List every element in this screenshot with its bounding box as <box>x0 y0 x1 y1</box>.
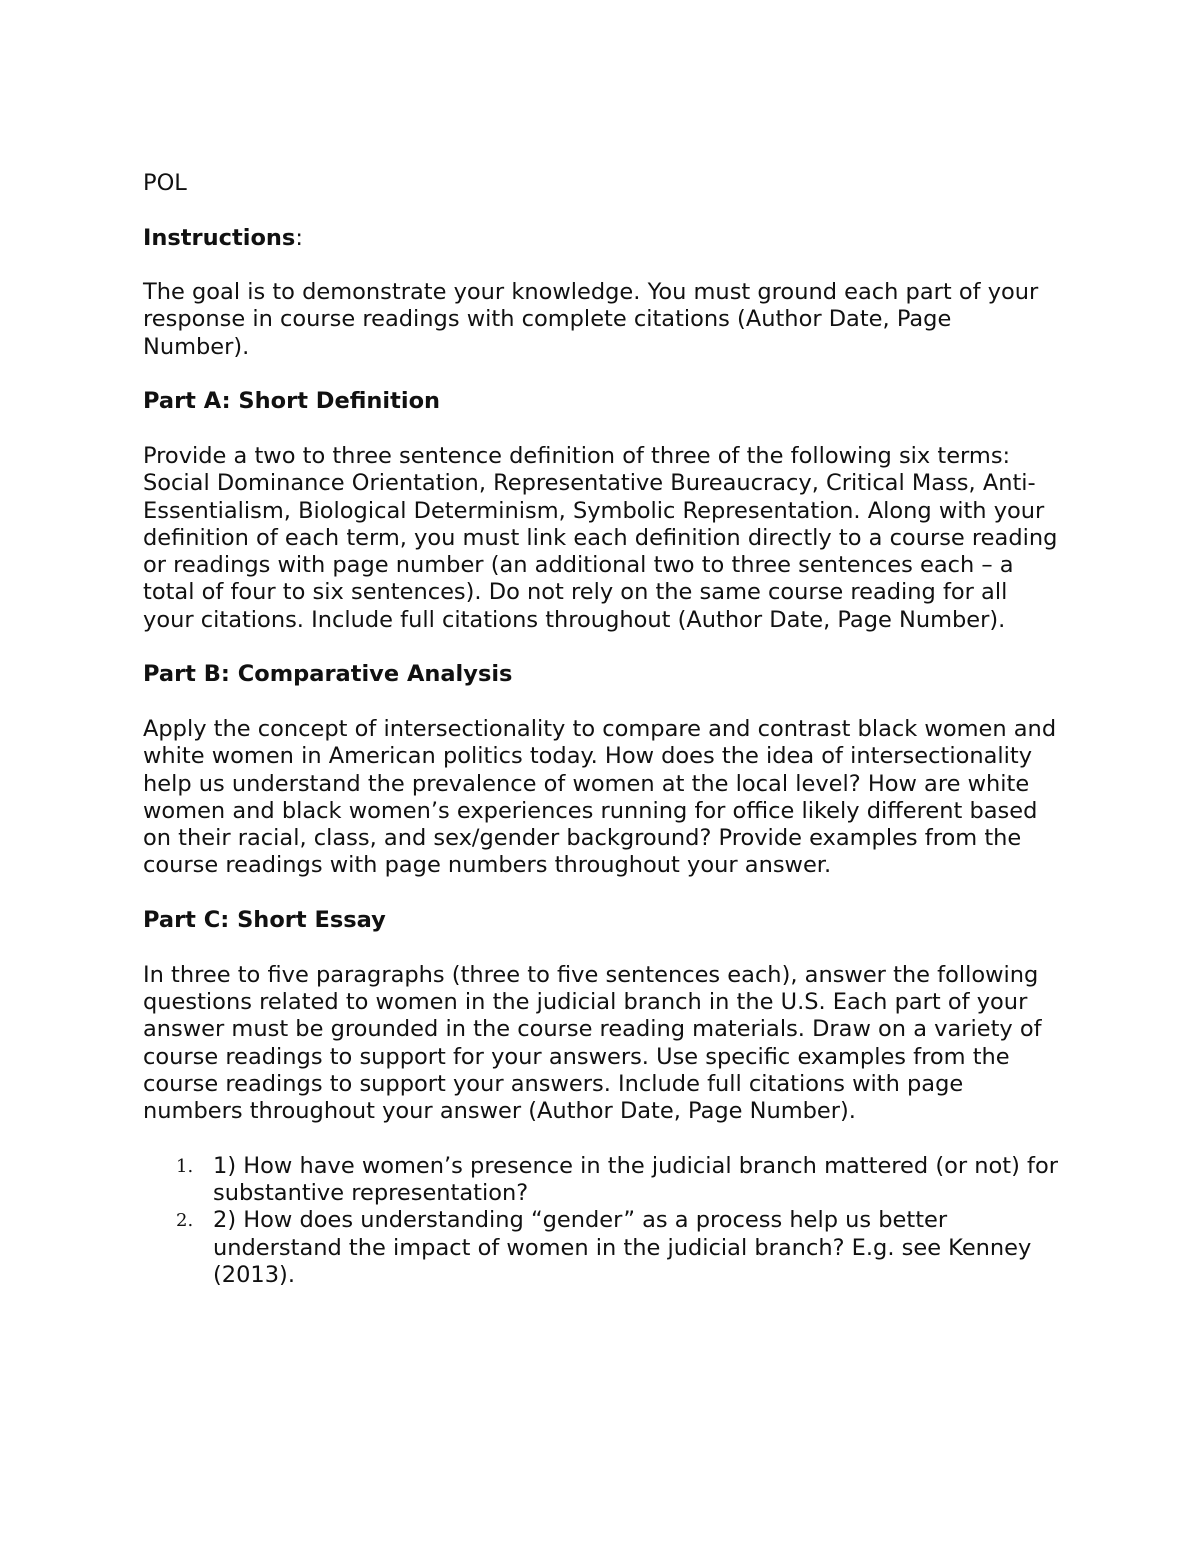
instructions-label <box>143 225 1063 252</box>
part-a-heading: Part A: Short Definition <box>143 388 441 415</box>
document-page <box>143 170 1063 1289</box>
part-a-body: Provide a two to three sentence definition of three of the following six terms: Social Dominance Orientation, Representative Bureaucracy, Critical Mass, Anti-Essentialism, Biological Determinism, Symbolic Representation. Along with your definition of each term, you must link each definition directly to a course reading or readings with page number (an additional two to three sentences each – a total of four to six sentences). Do not rely on the same course reading for all your citations. Include full citations throughout (Author Date, Page Number). <box>143 442 1058 633</box>
list-marker: 1. <box>176 1155 194 1177</box>
instructions-colon: : <box>295 224 303 251</box>
part-b-heading: Part B: Comparative Analysis <box>143 661 513 688</box>
question-text: 1) How have women’s presence in the judicial branch mattered (or not) for substantive representation? <box>213 1152 1058 1206</box>
list-marker: 2. <box>176 1210 194 1232</box>
instructions-heading: Instructions <box>143 224 296 251</box>
question-list <box>143 1153 1063 1289</box>
part-c-heading: Part C: Short Essay <box>143 907 386 934</box>
part-c-body: In three to five paragraphs (three to five sentences each), answer the following questions related to women in the judicial branch in the U.S. Each part of your answer must be grounded in the course reading materials. Draw on a variety of course readings to support for your answers. Use specific examples from the course readings to support your answers. Include full citations with page numbers throughout your answer (Author Date, Page Number). <box>143 961 1042 1125</box>
question-text: 2) How does understanding “gender” as a process help us better understand the impact of women in the judicial branch? E.g. see Kenney (2013). <box>213 1207 1032 1288</box>
list-item <box>143 1153 1063 1208</box>
list-item <box>143 1207 1063 1289</box>
course-code: POL <box>143 170 187 196</box>
part-b-body: Apply the concept of intersectionality to compare and contrast black women and white women in American politics today. How does the idea of intersectionality help us understand the prevalence of women at the local level? How are white women and black women’s experiences running for office likely different based on their racial, class, and sex/gender background? Provide examples from the course readings with page numbers throughout your answer. <box>143 715 1057 879</box>
intro-paragraph: The goal is to demonstrate your knowledge. You must ground each part of your response in course readings with complete citations (Author Date, Page Number). <box>143 279 1039 360</box>
